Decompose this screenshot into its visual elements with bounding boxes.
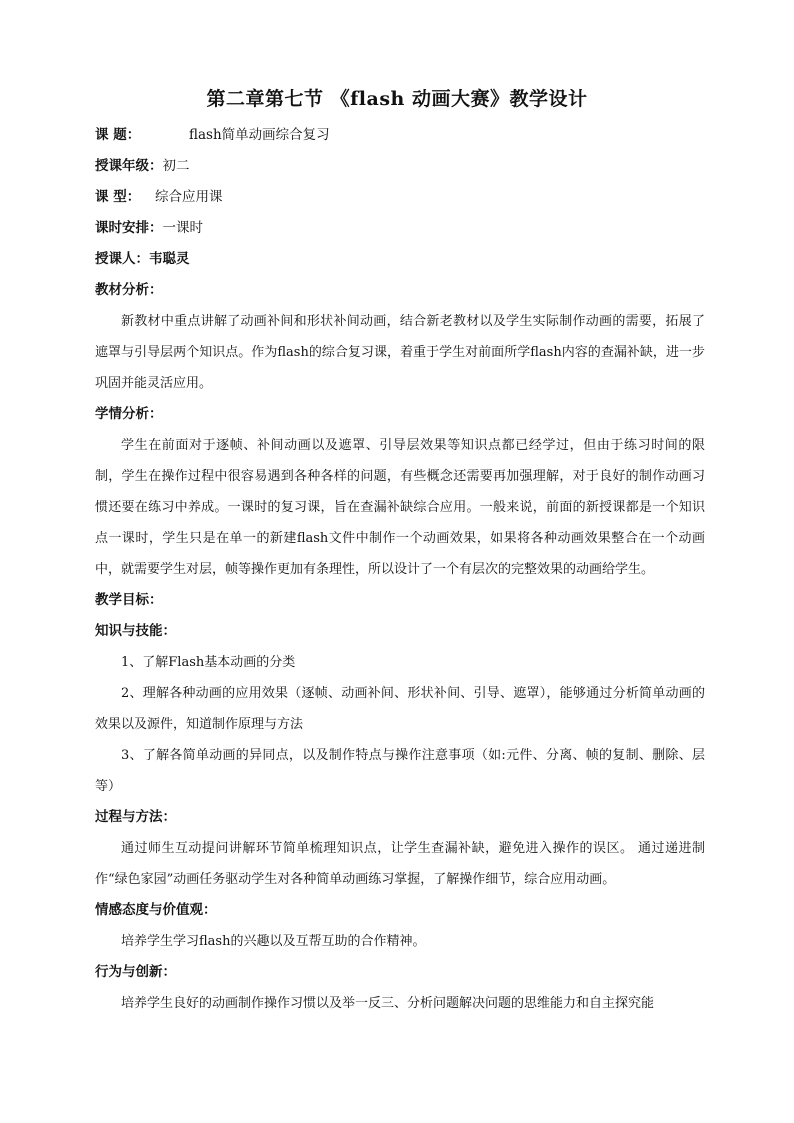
list-item: 2、理解各种动画的应用效果（逐帧、动画补间、形状补间、引导、遮罩），能够通过分析简单动画的效果以及源件，知道制作原理与方法 [95,686,705,732]
document-body [95,120,705,1019]
subheading-behavior-innovation: 行为与创新： [95,964,176,980]
paragraph-process-methods: 通过师生互动提问讲解环节简单梳理知识点，让学生查漏补缺，避免进入操作的误区。 通过递进制作“绿色家园”动画任务驱动学生对各种简单动画练习掌握，了解操作细节，综合应用动画。 [95,841,705,887]
paragraph-behavior-innovation: 培养学生良好的动画制作操作习惯以及举一反三、分析问题解决问题的思维能力和自主探究能 [121,996,655,1011]
meta-label: 授课年级： [95,158,163,174]
meta-value: 韦聪灵 [149,251,190,267]
meta-label: 课 型： [95,189,141,205]
paragraph-textbook-analysis: 新教材中重点讲解了动画补间和形状补间动画，结合新老教材以及学生实际制作动画的需要，拓展了遮罩与引导层两个知识点。作为flash的综合复习课，着重于学生对前面所学flash内容的查漏补缺，进一步巩固并能灵活应用。 [95,314,705,391]
list-item: 1、了解Flash基本动画的分类 [121,655,296,670]
meta-value: 初二 [162,158,190,174]
paragraph-emotion-values: 培养学生学习flash的兴趣以及互帮互助的合作精神。 [121,934,426,949]
meta-value: 综合应用课 [155,189,223,205]
section-heading-textbook-analysis: 教材分析： [95,282,163,298]
subheading-knowledge-skills: 知识与技能： [95,623,176,639]
meta-grade [95,151,705,182]
meta-label: 课时安排： [95,220,163,236]
meta-teacher [95,244,705,275]
meta-label: 课 题： [95,127,141,143]
meta-label: 授课人： [95,251,149,267]
subheading-emotion-values: 情感态度与价值观： [95,902,217,918]
meta-value: 一课时 [162,220,203,236]
meta-value: flash简单动画综合复习 [189,127,330,143]
meta-schedule [95,213,705,244]
document-title: 第二章第七节 《flash 动画大赛》教学设计 [206,88,588,110]
section-heading-objectives: 教学目标： [95,592,163,608]
subheading-process-methods: 过程与方法： [95,809,176,825]
section-heading-student-analysis: 学情分析： [95,406,163,422]
list-item: 3、了解各简单动画的异同点，以及制作特点与操作注意事项（如:元件、分离、帧的复制、删除、层等） [95,748,705,794]
paragraph-student-analysis: 学生在前面对于逐帧、补间动画以及遮罩、引导层效果等知识点都已经学过，但由于练习时间的限制，学生在操作过程中很容易遇到各种各样的问题，有些概念还需要再加强理解，对于良好的制作动画习惯还要在练习中养成。一课时的复习课，旨在查漏补缺综合应用。一般来说，前面的新授课都是一个知识点一课时，学生只是在单一的新建flash文件中制作一个动画效果，如果将各种动画效果整合在一个动画中，就需要学生对层，帧等操作更加有条理性，所以设计了一个有层次的完整效果的动画给学生。 [95,438,705,577]
meta-topic [95,120,705,151]
meta-lesson-type [95,182,705,213]
